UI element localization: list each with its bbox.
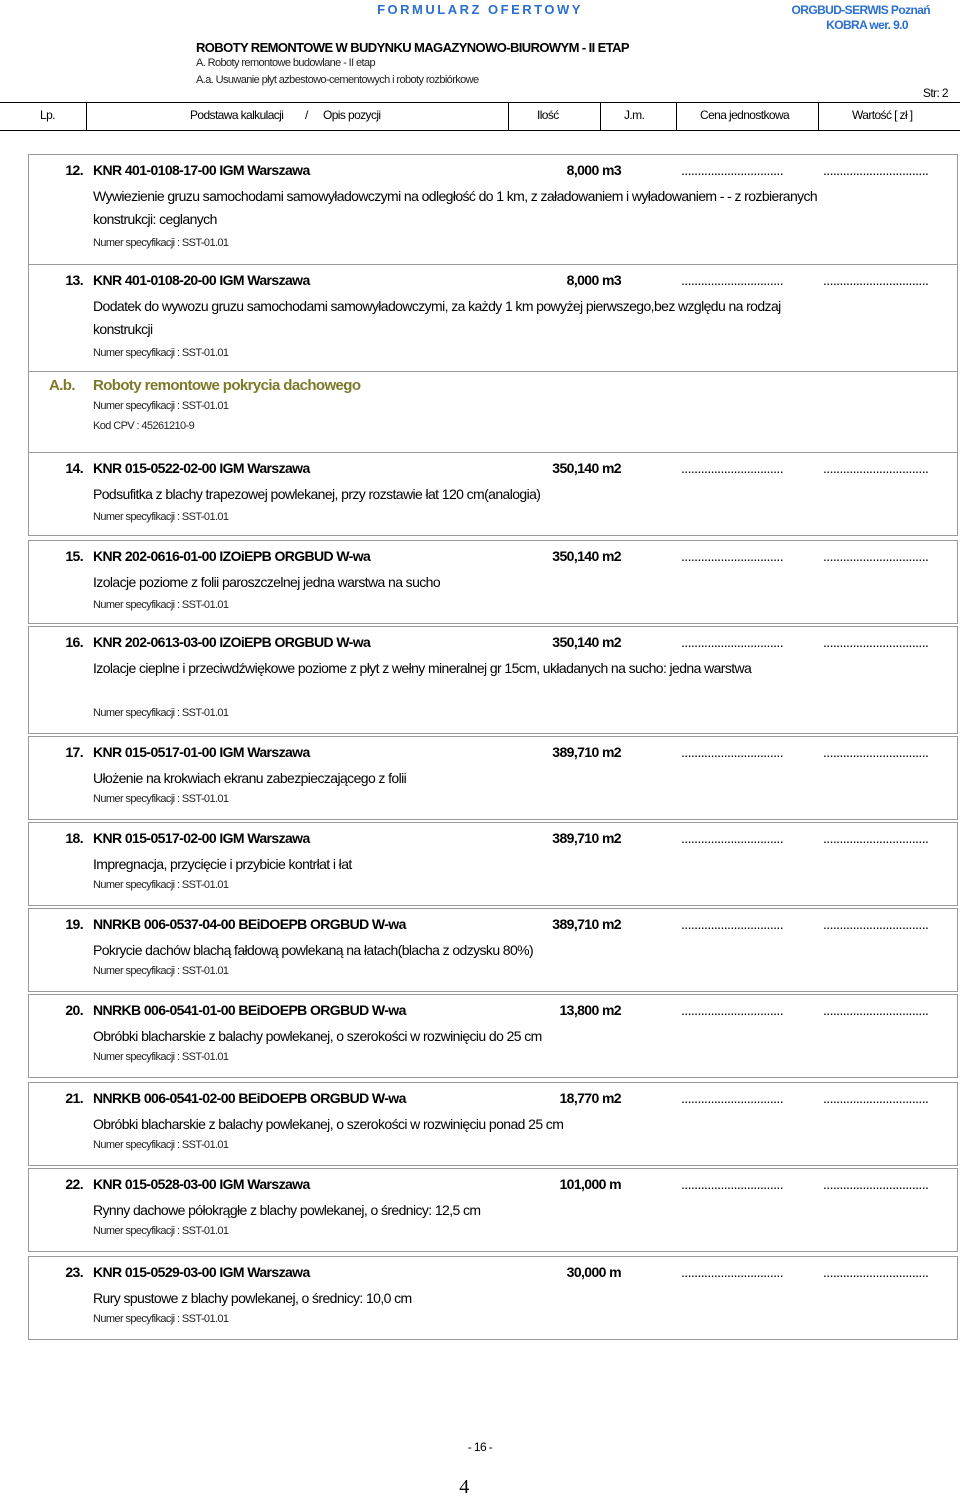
item-number: 23. bbox=[65, 1264, 83, 1280]
item-description: Obróbki blacharskie z balachy powlekanej, o szerokości w rozwinięciu do 25 cm bbox=[93, 1028, 542, 1044]
column-header-separator: / bbox=[305, 108, 308, 122]
item-number: 12. bbox=[65, 162, 83, 178]
item-unit-price-field: ............................... bbox=[681, 1002, 783, 1018]
item-unit-price-field: ............................... bbox=[681, 162, 783, 178]
item-quantity: 8,000 m3 bbox=[566, 272, 621, 288]
item-description: Impregnacja, przycięcie i przybicie kontrłat i łat bbox=[93, 856, 352, 872]
column-divider bbox=[86, 102, 87, 130]
cost-item-row bbox=[28, 1168, 958, 1252]
item-value-field: ................................ bbox=[823, 162, 929, 178]
column-header-lp: Lp. bbox=[40, 108, 55, 122]
item-description: Podsufitka z blachy trapezowej powlekanej, przy rozstawie łat 120 cm(analogia) bbox=[93, 486, 541, 502]
item-calculation-basis: KNR 401-0108-20-00 IGM Warszawa bbox=[93, 272, 310, 288]
item-spec-number: Numer specyfikacji : SST-01.01 bbox=[93, 965, 229, 977]
section-number: A.b. bbox=[49, 377, 75, 394]
item-quantity: 389,710 m2 bbox=[552, 830, 621, 846]
item-unit-price-field: ............................... bbox=[681, 1176, 783, 1192]
cost-item-row bbox=[28, 1256, 958, 1340]
software-version: KOBRA wer. 9.0 bbox=[826, 18, 908, 32]
item-spec-number: Numer specyfikacji : SST-01.01 bbox=[93, 511, 229, 523]
item-unit-price-field: ............................... bbox=[681, 830, 783, 846]
item-quantity: 389,710 m2 bbox=[552, 916, 621, 932]
item-number: 13. bbox=[65, 272, 83, 288]
item-value-field: ................................ bbox=[823, 1090, 929, 1106]
cost-item-row bbox=[28, 908, 958, 992]
item-unit-price-field: ............................... bbox=[681, 1090, 783, 1106]
item-spec-number: Numer specyfikacji : SST-01.01 bbox=[93, 1313, 229, 1325]
item-quantity: 101,000 m bbox=[559, 1176, 621, 1192]
item-unit-price-field: ............................... bbox=[681, 1264, 783, 1280]
item-value-field: ................................ bbox=[823, 460, 929, 476]
column-header-basis: Podstawa kalkulacji bbox=[190, 108, 284, 122]
item-description: Pokrycie dachów blachą fałdową powlekaną na łatach(blacha z odzysku 80%) bbox=[93, 942, 534, 958]
item-unit-price-field: ............................... bbox=[681, 272, 783, 288]
item-value-field: ................................ bbox=[823, 916, 929, 932]
item-description: Ułożenie na krokwiach ekranu zabezpieczającego z folii bbox=[93, 770, 407, 786]
item-value-field: ................................ bbox=[823, 744, 929, 760]
page-indicator: Str: 2 bbox=[922, 86, 948, 100]
item-number: 20. bbox=[65, 1002, 83, 1018]
item-spec-number: Numer specyfikacji : SST-01.01 bbox=[93, 347, 229, 359]
item-description: Izolacje cieplne i przeciwdźwiękowe poziome z płyt z wełny mineralnej gr 15cm, układanych na sucho: jedna warstwa bbox=[93, 660, 752, 676]
item-number: 21. bbox=[65, 1090, 83, 1106]
cost-item-row bbox=[28, 452, 958, 536]
item-spec-number: Numer specyfikacji : SST-01.01 bbox=[93, 793, 229, 805]
item-calculation-basis: KNR 015-0517-01-00 IGM Warszawa bbox=[93, 744, 310, 760]
item-number: 17. bbox=[65, 744, 83, 760]
item-calculation-basis: KNR 015-0517-02-00 IGM Warszawa bbox=[93, 830, 310, 846]
cost-item-row bbox=[28, 736, 958, 820]
item-spec-number: Numer specyfikacji : SST-01.01 bbox=[93, 599, 229, 611]
item-calculation-basis: NNRKB 006-0537-04-00 BEiDOEPB ORGBUD W-wa bbox=[93, 916, 406, 932]
item-unit-price-field: ............................... bbox=[681, 744, 783, 760]
column-divider bbox=[508, 102, 509, 130]
item-unit-price-field: ............................... bbox=[681, 634, 783, 650]
item-unit-price-field: ............................... bbox=[681, 548, 783, 564]
section-header bbox=[28, 370, 958, 454]
footer-page-label: - 16 - bbox=[467, 1440, 493, 1454]
item-calculation-basis: KNR 015-0528-03-00 IGM Warszawa bbox=[93, 1176, 310, 1192]
item-number: 19. bbox=[65, 916, 83, 932]
cost-item-row bbox=[28, 626, 958, 734]
item-quantity: 350,140 m2 bbox=[552, 460, 621, 476]
item-calculation-basis: NNRKB 006-0541-01-00 BEiDOEPB ORGBUD W-wa bbox=[93, 1002, 406, 1018]
item-calculation-basis: NNRKB 006-0541-02-00 BEiDOEPB ORGBUD W-wa bbox=[93, 1090, 406, 1106]
item-calculation-basis: KNR 015-0522-02-00 IGM Warszawa bbox=[93, 460, 310, 476]
item-value-field: ................................ bbox=[823, 272, 929, 288]
item-number: 15. bbox=[65, 548, 83, 564]
item-value-field: ................................ bbox=[823, 830, 929, 846]
item-description: Rynny dachowe półokrągłe z blachy powlekanej, o średnicy: 12,5 cm bbox=[93, 1202, 481, 1218]
stage-title: A. Roboty remontowe budowlane - II etap bbox=[196, 57, 375, 69]
item-quantity: 18,770 m2 bbox=[559, 1090, 621, 1106]
item-value-field: ................................ bbox=[823, 1002, 929, 1018]
header-bottom-rule bbox=[0, 130, 960, 131]
item-spec-number: Numer specyfikacji : SST-01.01 bbox=[93, 1051, 229, 1063]
column-divider bbox=[818, 102, 819, 130]
item-description: Dodatek do wywozu gruzu samochodami samowyładowczymi, za każdy 1 km powyżej pierwszego,bez względu na rodzaj konstrukcji bbox=[93, 298, 781, 337]
item-description: Wywiezienie gruzu samochodami samowyładowczymi na odległość do 1 km, z załadowaniem i wyładowaniem - - z rozbieranych konstrukcji: ceglanych bbox=[93, 188, 818, 227]
item-number: 16. bbox=[65, 634, 83, 650]
item-value-field: ................................ bbox=[823, 634, 929, 650]
document-title: FORMULARZ OFERTOWY bbox=[377, 2, 583, 17]
cost-item-row bbox=[28, 1082, 958, 1166]
item-spec-number: Numer specyfikacji : SST-01.01 bbox=[93, 1139, 229, 1151]
item-value-field: ................................ bbox=[823, 548, 929, 564]
item-spec-number: Numer specyfikacji : SST-01.01 bbox=[93, 879, 229, 891]
item-unit-price-field: ............................... bbox=[681, 916, 783, 932]
column-header-quantity: Ilość bbox=[537, 108, 559, 122]
item-description: Izolacje poziome z folii paroszczelnej jedna warstwa na sucho bbox=[93, 574, 441, 590]
section-title: Roboty remontowe pokrycia dachowego bbox=[93, 377, 361, 394]
header-top-rule bbox=[0, 102, 960, 103]
item-description: Obróbki blacharskie z balachy powlekanej, o szerokości w rozwinięciu ponad 25 cm bbox=[93, 1116, 564, 1132]
cost-item-row bbox=[28, 540, 958, 624]
section-spec-number: Numer specyfikacji : SST-01.01 bbox=[93, 400, 229, 412]
company-name: ORGBUD-SERWIS Poznań bbox=[791, 3, 930, 17]
item-quantity: 389,710 m2 bbox=[552, 744, 621, 760]
item-spec-number: Numer specyfikacji : SST-01.01 bbox=[93, 707, 229, 719]
item-description: Rury spustowe z blachy powlekanej, o średnicy: 10,0 cm bbox=[93, 1290, 412, 1306]
subsection-title: A.a. Usuwanie płyt azbestowo-cementowych i roboty rozbiórkowe bbox=[196, 74, 479, 86]
item-quantity: 350,140 m2 bbox=[552, 634, 621, 650]
item-calculation-basis: KNR 015-0529-03-00 IGM Warszawa bbox=[93, 1264, 310, 1280]
column-divider bbox=[676, 102, 677, 130]
cost-item-row bbox=[28, 264, 958, 372]
column-header-unit-price: Cena jednostkowa bbox=[700, 108, 790, 122]
column-divider bbox=[600, 102, 601, 130]
footer-page-number: 4 bbox=[459, 1476, 469, 1498]
item-value-field: ................................ bbox=[823, 1264, 929, 1280]
section-cpv-code: Kod CPV : 45261210-9 bbox=[93, 420, 195, 432]
item-value-field: ................................ bbox=[823, 1176, 929, 1192]
item-calculation-basis: KNR 202-0616-01-00 IZOiEPB ORGBUD W-wa bbox=[93, 548, 371, 564]
item-spec-number: Numer specyfikacji : SST-01.01 bbox=[93, 1225, 229, 1237]
item-quantity: 350,140 m2 bbox=[552, 548, 621, 564]
column-header-value: Wartość [ zł ] bbox=[852, 108, 913, 122]
cost-item-row bbox=[28, 822, 958, 906]
item-calculation-basis: KNR 401-0108-17-00 IGM Warszawa bbox=[93, 162, 310, 178]
item-number: 18. bbox=[65, 830, 83, 846]
item-spec-number: Numer specyfikacji : SST-01.01 bbox=[93, 237, 229, 249]
item-unit-price-field: ............................... bbox=[681, 460, 783, 476]
column-header-description: Opis pozycji bbox=[323, 108, 381, 122]
item-number: 22. bbox=[65, 1176, 83, 1192]
column-header-unit: J.m. bbox=[624, 108, 645, 122]
item-quantity: 13,800 m2 bbox=[559, 1002, 621, 1018]
cost-item-row bbox=[28, 994, 958, 1078]
item-quantity: 30,000 m bbox=[566, 1264, 621, 1280]
item-number: 14. bbox=[65, 460, 83, 476]
item-quantity: 8,000 m3 bbox=[566, 162, 621, 178]
project-title: ROBOTY REMONTOWE W BUDYNKU MAGAZYNOWO-BIUROWYM - II ETAP bbox=[196, 40, 629, 55]
item-calculation-basis: KNR 202-0613-03-00 IZOiEPB ORGBUD W-wa bbox=[93, 634, 371, 650]
cost-item-row bbox=[28, 154, 958, 266]
